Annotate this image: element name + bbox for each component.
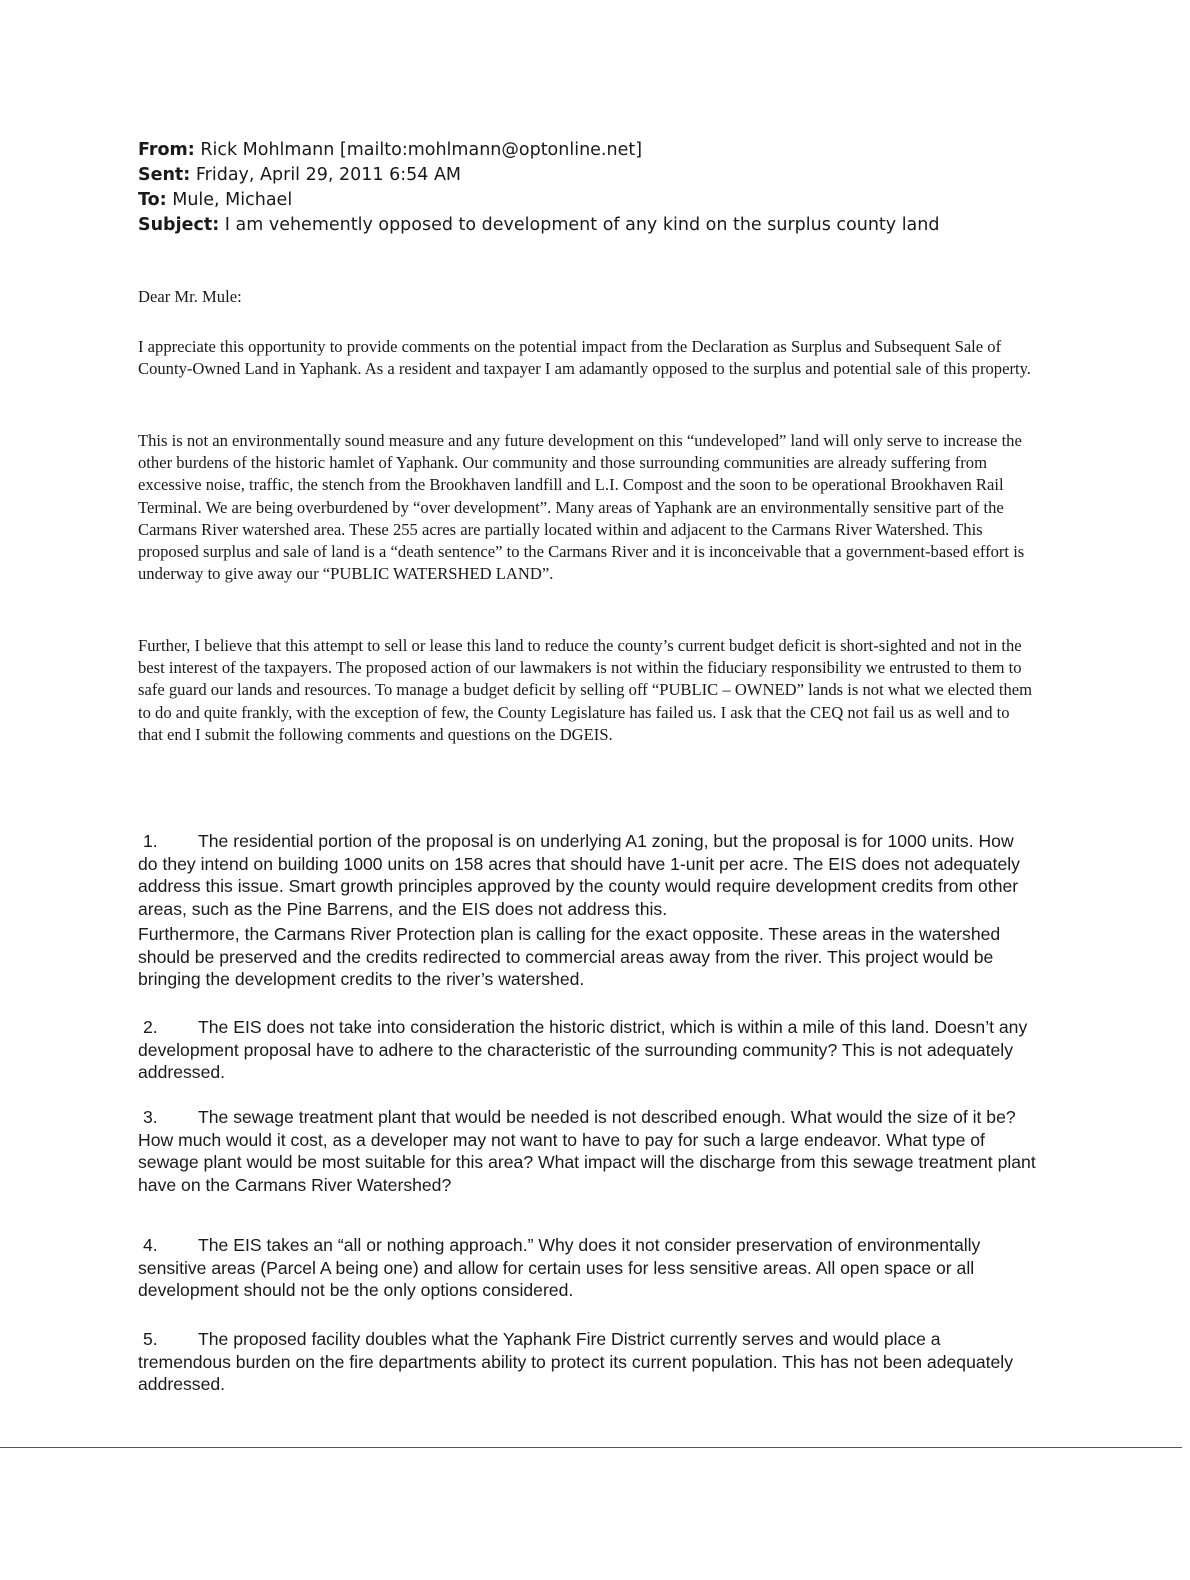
- item-text: Furthermore, the Carmans River Protection plan is calling for the exact opposite. These areas in the watershed should be preserved and the credits redirected to commercial areas away from the river. This project would be bringing the development credits to the river’s watershed.: [138, 924, 1001, 990]
- comment-item-4: [138, 1234, 1038, 1302]
- item-number: 5.: [143, 1329, 158, 1349]
- sent-line: [138, 163, 1038, 188]
- item-number: 1.: [143, 831, 158, 851]
- subject-value: I am vehemently opposed to development of any kind on the surplus county land: [224, 215, 940, 235]
- subject-line: [138, 213, 1038, 238]
- to-label: To:: [138, 190, 167, 210]
- to-value: Mule, Michael: [172, 190, 293, 210]
- item-text: The proposed facility doubles what the Yaphank Fire District currently serves and would place a tremendous burden on the fire departments ability to protect its current population. This has not been adequately addressed.: [138, 1329, 1014, 1395]
- comment-item-5: [138, 1328, 1038, 1396]
- sent-value: Friday, April 29, 2011 6:54 AM: [195, 165, 462, 185]
- subject-label: Subject:: [138, 215, 220, 235]
- from-value: Rick Mohlmann [mailto:mohlmann@optonline.net]: [200, 140, 643, 160]
- from-label: From:: [138, 140, 195, 160]
- item-number: 4.: [143, 1235, 158, 1255]
- item-text: The EIS takes an “all or nothing approach.” Why does it not consider preservation of environmentally sensitive areas (Parcel A being one) and allow for certain uses for less sensitive areas. All open space or all development should not be the only options considered.: [138, 1235, 981, 1301]
- item-text: The sewage treatment plant that would be needed is not described enough. What would the size of it be? How much would it cost, as a developer may not want to have to pay for such a large endeavor. What type of sewage plant would be most suitable for this area? What impact will the discharge from this sewage treatment plant have on the Carmans River Watershed?: [138, 1107, 1036, 1195]
- paragraph-1: I appreciate this opportunity to provide comments on the potential impact from the Declaration as Surplus and Subsequent Sale of County-Owned Land in Yaphank. As a resident and taxpayer I am adamantly opposed to the surplus and potential sale of this property.: [138, 337, 1031, 379]
- email-header: [138, 138, 1038, 238]
- salutation: Dear Mr. Mule:: [138, 287, 242, 306]
- page-bottom-rule: [0, 1447, 1182, 1448]
- sent-label: Sent:: [138, 165, 191, 185]
- comment-item-2: [138, 1016, 1038, 1084]
- paragraph-3: Further, I believe that this attempt to sell or lease this land to reduce the county’s current budget deficit is short-sighted and not in the best interest of the taxpayers. The proposed action of our lawmakers is not within the fiduciary responsibility we entrusted to them to safe guard our lands and resources. To manage a budget deficit by selling off “PUBLIC – OWNED” lands is not what we elected them to do and quite frankly, with the exception of few, the County Legislature has failed us. I ask that the CEQ not fail us as well and to that end I submit the following comments and questions on the DGEIS.: [138, 636, 1033, 744]
- comment-item-3: [138, 1106, 1038, 1196]
- paragraph-2: This is not an environmentally sound measure and any future development on this “undeveloped” land will only serve to increase the other burdens of the historic hamlet of Yaphank. Our community and those surrounding communities are already suffering from excessive noise, traffic, the stench from the Brookhaven landfill and L.I. Compost and the soon to be operational Brookhaven Rail Terminal. We are being overburdened by “over development”. Many areas of Yaphank are an environmentally sensitive part of the Carmans River watershed area. These 255 acres are partially located within and adjacent to the Carmans River Watershed. This proposed surplus and sale of land is a “death sentence” to the Carmans River and it is inconceivable that a government-based effort is underway to give away our “PUBLIC WATERSHED LAND”.: [138, 431, 1025, 584]
- from-line: [138, 138, 1038, 163]
- comment-item-1-continuation: [138, 923, 1038, 991]
- item-number: 2.: [143, 1017, 158, 1037]
- comment-item-1: [138, 830, 1038, 920]
- to-line: [138, 188, 1038, 213]
- item-number: 3.: [143, 1107, 158, 1127]
- item-text: The residential portion of the proposal is on underlying A1 zoning, but the proposal is for 1000 units. How do they intend on building 1000 units on 158 acres that should have 1-unit per acre. The EIS does not adequately address this issue. Smart growth principles approved by the county would require development credits from other areas, such as the Pine Barrens, and the EIS does not address this.: [138, 831, 1020, 919]
- item-text: The EIS does not take into consideration the historic district, which is within a mile of this land. Doesn’t any development proposal have to adhere to the characteristic of the surrounding community? This is not adequately addressed.: [138, 1017, 1028, 1083]
